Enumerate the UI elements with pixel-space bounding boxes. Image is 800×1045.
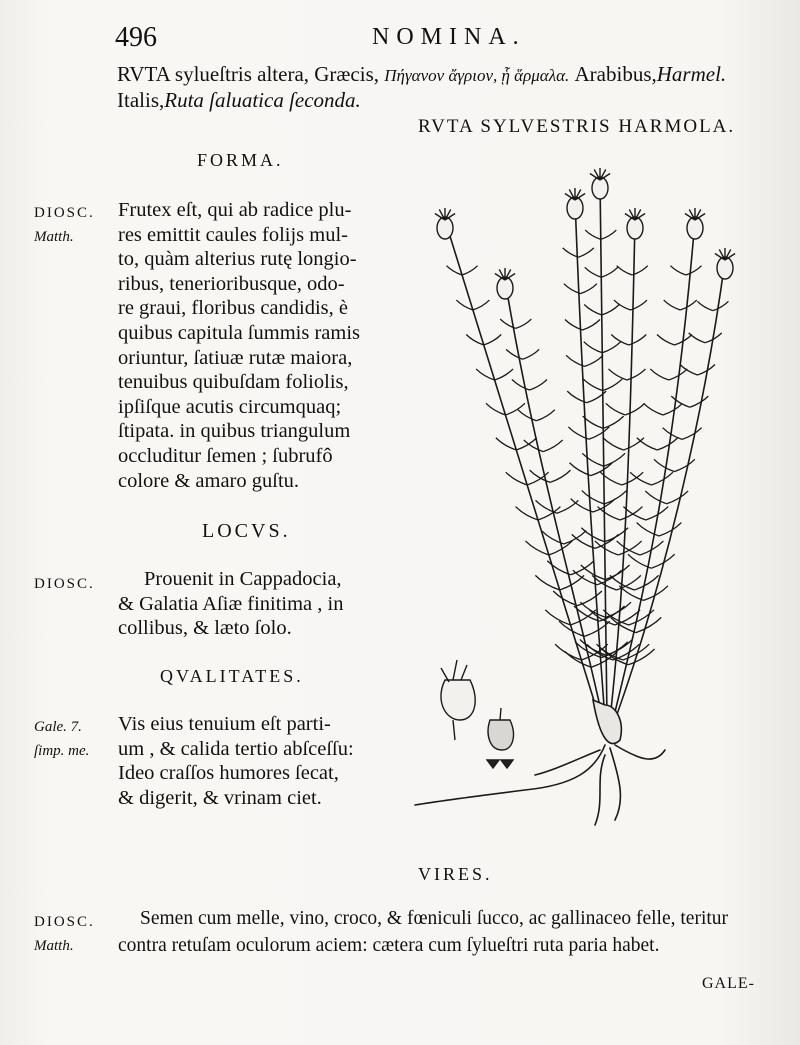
leaf-stroke <box>686 266 702 275</box>
margin-note-locus <box>34 572 95 596</box>
leaf-stroke <box>523 349 540 359</box>
leaf-stroke <box>583 379 602 391</box>
leaf-stroke <box>543 440 562 452</box>
margin-ref: Matth. <box>34 938 74 954</box>
leaf-stroke <box>582 491 604 504</box>
leaf-stroke <box>536 410 554 421</box>
leaf-stroke <box>583 320 601 331</box>
section-body-locus <box>118 567 343 641</box>
leaf-stroke <box>650 369 668 380</box>
text-line: ribus, tenerioribusque, odo- <box>118 272 345 295</box>
text-line: occluditur ſemen ; ſubrufô <box>118 444 333 467</box>
margin-ref: ſimp. me. <box>34 743 90 759</box>
leaf-stroke <box>689 333 706 343</box>
leaf-stroke <box>581 565 605 580</box>
leaf-stroke <box>601 267 618 277</box>
leaf-stroke <box>473 300 490 310</box>
flower-head <box>565 188 585 219</box>
flower-head <box>495 268 515 299</box>
figure-title: RVTA SYLVESTRIS HARMOLA. <box>418 116 736 137</box>
margin-ref: DIOSC. <box>34 205 95 221</box>
catchword: GALE- <box>702 975 755 992</box>
leaf-stroke <box>584 305 602 316</box>
leaf-stroke <box>618 541 641 555</box>
leaf-stroke <box>580 284 597 294</box>
margin-ref: Matth. <box>34 229 74 245</box>
flower-head <box>435 208 455 239</box>
intro-italian-name: Ruta ſaluatica ſeconda. <box>164 88 361 112</box>
section-heading-locus: LOCVS. <box>202 520 291 542</box>
leaf-stroke <box>602 342 620 353</box>
intro-latin-name: RVTA sylueſtris altera, Græcis, <box>117 62 380 86</box>
text-line: um , & calida tertio abſceſſu: <box>118 737 354 760</box>
leaf-stroke <box>484 335 502 346</box>
leaf-stroke <box>645 491 666 504</box>
leaf-stroke <box>584 342 602 353</box>
leaf-stroke <box>518 410 536 421</box>
section-heading-vires: VIRES. <box>418 864 493 884</box>
intro-line-2 <box>117 88 361 113</box>
leaf-stroke <box>580 602 605 617</box>
leaf-stroke <box>624 438 644 450</box>
text-line: to, quàm alterius rutę longio- <box>118 248 357 271</box>
text-line: tenuibus quibuſdam foliolis, <box>118 371 349 394</box>
plant-woodcut-illustration <box>405 160 765 840</box>
leaf-stroke <box>462 266 478 275</box>
text-line: contra retuſam oculorum aciem: cætera cum ſylueſtri ruta paria habet. <box>118 935 660 956</box>
flower-head <box>715 248 735 279</box>
section-heading-forma: FORMA. <box>197 150 284 170</box>
leaf-stroke <box>674 459 694 471</box>
section-body-forma <box>118 198 360 493</box>
leaf-stroke <box>667 491 688 504</box>
leaf-stroke <box>585 230 601 239</box>
text-line: ſtipata. in quibus triangulum <box>118 420 351 443</box>
leaf-stroke <box>652 472 673 485</box>
text-line: quibus capitula ſummis ramis <box>118 321 360 344</box>
margin-ref: DIOSC. <box>34 914 95 930</box>
leaf-stroke <box>690 396 708 407</box>
leaf-stroke <box>611 335 629 346</box>
leaf-stroke <box>512 380 530 391</box>
leaf-stroke <box>495 369 513 380</box>
leaf-stroke <box>663 403 682 415</box>
intro-arabic-label: Arabibus, <box>574 62 657 86</box>
margin-note-vires <box>34 910 95 958</box>
leaf-stroke <box>601 230 617 239</box>
leaf-stroke <box>659 523 681 536</box>
intro-arabic-name: Harmel. <box>656 62 727 86</box>
text-line: & Galatia Aſiæ finitima , in <box>118 592 344 615</box>
leaf-stroke <box>713 301 729 310</box>
leaf-stroke <box>606 403 625 415</box>
leaf-stroke <box>697 301 713 310</box>
intro-italian-label: Italis, <box>117 88 165 112</box>
leaf-stroke <box>582 453 603 466</box>
leaf-stroke <box>604 491 626 504</box>
leaf-stroke <box>644 403 663 415</box>
leaf-stroke <box>637 438 657 450</box>
leaf-stroke <box>530 380 548 391</box>
leaf-stroke <box>664 300 681 310</box>
section-heading-qualitates: QVALITATES. <box>160 666 304 686</box>
margin-note-forma <box>34 201 95 249</box>
leaf-stroke <box>589 427 609 439</box>
running-head: NOMINA. <box>372 24 526 50</box>
margin-ref: DIOSC. <box>34 576 95 592</box>
flower-head <box>590 168 610 199</box>
leaf-stroke <box>670 266 686 275</box>
leaf-stroke <box>603 438 623 450</box>
leaf-stroke <box>657 438 677 450</box>
leaf-stroke <box>617 266 633 275</box>
leaf-stroke <box>585 267 602 277</box>
leaf-stroke <box>604 453 625 466</box>
leaf-stroke <box>617 541 640 555</box>
leaf-stroke <box>614 300 631 310</box>
leaf-stroke <box>625 403 644 415</box>
leaf-stroke <box>609 369 627 380</box>
leaf-stroke <box>578 248 594 257</box>
section-body-qualitates <box>118 712 354 810</box>
leaf-stroke <box>585 355 603 366</box>
flower-head <box>685 208 705 239</box>
text-line: colore & amaro guſtu. <box>118 469 300 492</box>
text-line: ipſiſque acutis circumquaq; <box>118 395 342 418</box>
text-line: Semen cum melle, vino, croco, & fœniculi ſucco, ac gallinaceo felle, teritur <box>140 908 729 929</box>
intro-line-1 <box>117 62 726 87</box>
leaf-stroke <box>563 248 579 257</box>
leaf-stroke <box>506 349 523 359</box>
flower-head <box>625 208 645 239</box>
text-line: collibus, & læto ſolo. <box>118 617 292 640</box>
leaf-stroke <box>603 379 622 391</box>
margin-note-qualitates <box>34 715 89 763</box>
text-line: Vis eius tenuium eſt parti- <box>118 713 331 735</box>
leaf-stroke <box>680 300 697 310</box>
leaf-stroke <box>516 438 536 450</box>
text-line: Ideo craſſos humores ſecat, <box>118 762 339 785</box>
section-body-vires <box>118 905 728 959</box>
leaf-stroke <box>602 305 620 316</box>
leaf-stroke <box>550 470 570 482</box>
leaf-stroke <box>580 639 606 655</box>
text-line: re graui, floribus candidis, è <box>118 297 348 320</box>
text-line: Frutex eſt, qui ab radice plu- <box>118 199 352 221</box>
text-line: oriuntur, ſatiuæ rutæ maiora, <box>118 346 353 369</box>
text-line: Prouenit in Cappadocia, <box>144 568 342 590</box>
leaf-stroke <box>603 416 623 428</box>
leaf-stroke <box>654 459 674 471</box>
leaf-stroke <box>530 470 550 482</box>
leaf-stroke <box>516 319 532 328</box>
leaf-stroke <box>605 565 629 580</box>
leaf-stroke <box>657 335 675 346</box>
margin-ref: Gale. 7. <box>34 719 82 735</box>
leaf-stroke <box>627 369 645 380</box>
intro-greek-name: Πήγανον ἄγριον, ᾗ ἅρμαλα. <box>384 66 570 85</box>
text-line: res emittit caules folijs mul- <box>118 223 349 246</box>
page-number: 496 <box>115 22 157 53</box>
text-line: & digerit, & vrinam ciet. <box>118 786 322 809</box>
leaf-stroke <box>682 428 701 440</box>
